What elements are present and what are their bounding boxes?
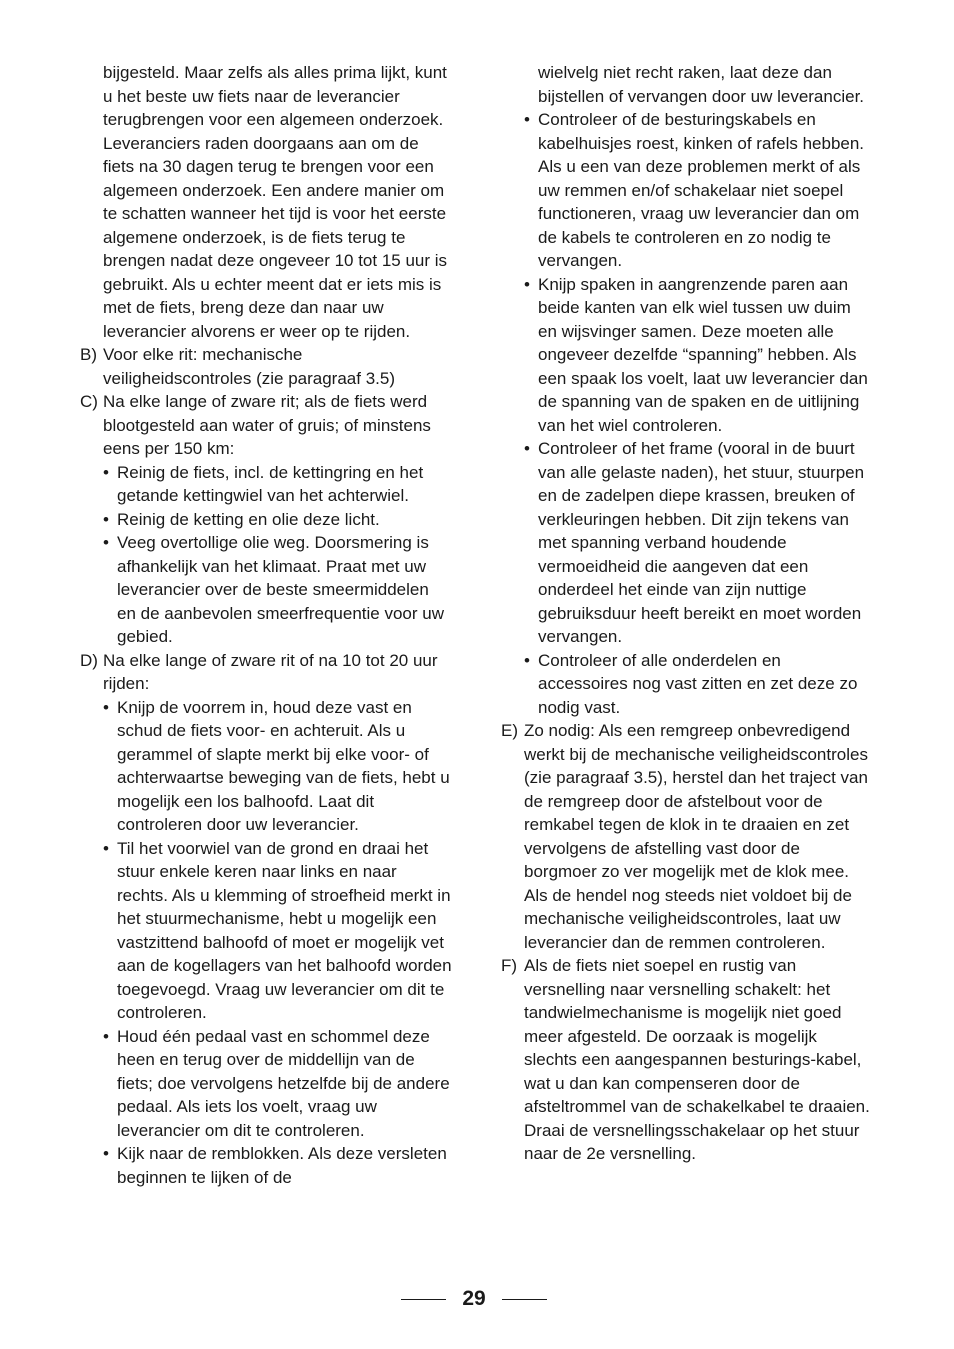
item-f-text: Als de fiets niet soepel en rustig van versnelling naar versnelling schakelt: het tandwielmechanisme is mogelijk niet goed meer afgesteld. De oorzaak is mogelijk slechts een aangespannen besturings-kabel, wat u dan kan compenseren door de afsteltrommel van de schakelkabel te draaien. Draai de versnellingsschakelaar op het stuur naar de 2e versnelling. — [524, 956, 870, 1163]
bullet-item — [80, 461, 452, 508]
bullet-text: Controleer of alle onderdelen en accessoires nog vast zitten en zet deze zo nodig vast. — [538, 650, 858, 717]
bullet-item — [501, 273, 873, 438]
bullet-dot: • — [524, 650, 530, 670]
item-d-text: Na elke lange of zware rit of na 10 tot 20 uur rijden: — [103, 650, 438, 693]
bullet-text: Knijp spaken in aangrenzende paren aan beide kanten van elk wiel tussen uw duim en wijsvinger samen. Deze moeten alle ongeveer dezelfde “spanning” hebben. Als een spaak los voelt, laat uw leverancier dan de spanning van de spaken en de uitlijning van het wiel controleren. — [538, 274, 868, 435]
footer-rule-left — [401, 1299, 446, 1300]
bullet-dot: • — [524, 439, 530, 458]
bullet-text: Reinig de fiets, incl. de kettingring en het getande kettingwiel van het achterwiel. — [117, 462, 424, 505]
item-c-label: C) — [80, 392, 98, 411]
item-d-label: D) — [80, 650, 98, 670]
footer-rule-right — [502, 1299, 547, 1300]
bullet-dot: • — [103, 1026, 109, 1046]
bullet-text: Reinig de ketting en olie deze licht. — [117, 509, 380, 529]
bullet-text: Til het voorwiel van de grond en draai het stuur enkele keren naar links en naar rechts. Als u klemming of stroefheid merkt in het stuurmechanisme, hebt u mogelijk een vastzittend balhoofd of moet er mogelijk vet aan de kogellagers van het balhoofd worden toegevoegd. Vraag uw leverancier om dit te controleren. — [117, 838, 452, 1022]
bullet-dot: • — [103, 462, 109, 482]
bullet-dot: • — [103, 838, 109, 858]
bullet-text: Controleer of de besturingskabels en kabelhuisjes roest, kinken of rafels hebben. Als u een van deze problemen merkt of als uw remmen en/of schakelaar niet soepel functioneren, vraag uw leverancier dan om de kabels te controleren en zo nodig te vervangen. — [538, 110, 865, 270]
bullet-item — [80, 1025, 452, 1143]
page-footer — [0, 1285, 954, 1313]
item-e-label: E) — [501, 721, 518, 740]
left-column — [80, 61, 452, 1189]
page-number: 29 — [462, 1287, 486, 1310]
bullet-item — [80, 696, 452, 837]
item-c — [80, 390, 452, 461]
item-c-text: Na elke lange of zware rit; als de fiets werd blootgesteld aan water of gruis; of minstens eens per 150 km: — [103, 392, 431, 458]
bullet-dot: • — [103, 509, 109, 529]
item-b — [80, 343, 452, 390]
bullet-item — [501, 649, 873, 720]
right-column — [501, 61, 873, 1166]
bullet-dot: • — [103, 533, 109, 552]
bullet-dot: • — [103, 1144, 109, 1163]
bullet-dot: • — [103, 697, 109, 717]
bullet-text: Houd één pedaal vast en schommel deze heen en terug over de middellijn van de fiets; doe vervolgens hetzelfde bij de andere pedaal. Als iets los voelt, vraag uw leverancier om dit te controleren. — [117, 1026, 450, 1140]
bullet-item — [501, 437, 873, 649]
bullet-text: Knijp de voorrem in, houd deze vast en schud de fiets voor- en achteruit. Als u gerammel of slapte merkt bij elke voor- of achterwaartse beweging van de fiets, hebt u mogelijk een los balhoofd. Laat dit controleren door uw leverancier. — [117, 697, 450, 834]
item-e — [501, 719, 873, 954]
bullet-item — [80, 508, 452, 532]
bullet-item — [80, 1142, 452, 1189]
item-e-text: Zo nodig: Als een remgreep onbevredigend werkt bij de mechanische veiligheidscontroles (zie paragraaf 3.5), herstel dan het traject van de remgreep door de afstelbout voor de remkabel tegen de klok in te draaien en zet vervolgens de afstelling vast door de borgmoer zo ver mogelijk met de klok mee. Als de hendel nog steeds niet voldoet bij de mechanische veiligheidscontroles, laat uw leverancier dan de remmen controleren. — [524, 721, 868, 952]
item-d — [80, 649, 452, 696]
continuation-paragraph: wielvelg niet recht raken, laat deze dan bijstellen of vervangen door uw leverancier. — [538, 63, 865, 106]
bullet-dot: • — [524, 110, 530, 129]
intro-paragraph: bijgesteld. Maar zelfs als alles prima lijkt, kunt u het beste uw fiets naar de leverancier terugbrengen voor een algemeen onderzoek. Leveranciers raden doorgaans aan om de fiets na 30 dagen terug te brengen voor een algemeen onderzoek. Een andere manier om te schatten wanneer het tijd is voor het eerste algemene onderzoek, is de fiets terug te brengen nadat deze ongeveer 10 tot 15 uur is gebruikt. Als u echter meent dat er iets mis is met de fiets, breng deze dan naar uw leverancier alvorens er weer op te rijden. — [103, 63, 448, 341]
bullet-dot: • — [524, 274, 530, 294]
bullet-item — [501, 108, 873, 273]
bullet-item — [80, 837, 452, 1025]
item-b-label: B) — [80, 345, 97, 364]
bullet-text: Veeg overtollige olie weg. Doorsmering is afhankelijk van het klimaat. Praat met uw leverancier over de beste smeermiddelen en de aanbevolen smeerfrequentie voor uw gebied. — [117, 533, 444, 646]
bullet-text: Kijk naar de remblokken. Als deze versleten beginnen te lijken of de — [117, 1144, 447, 1187]
item-f — [501, 954, 873, 1166]
item-b-text: Voor elke rit: mechanische veiligheidscontroles (zie paragraaf 3.5) — [103, 345, 395, 388]
bullet-text: Controleer of het frame (vooral in de buurt van alle gelaste naden), het stuur, stuurpen en de zadelpen diepe krassen, breuken of verkleuringen hebben. Dit zijn tekens van met spanning verband houdende vermoeidheid die aangeven dat een onderdeel het einde van zijn nuttige gebruiksduur heeft bereikt en moet worden vervangen. — [538, 439, 865, 646]
bullet-item — [80, 531, 452, 649]
item-f-label: F) — [501, 956, 518, 975]
